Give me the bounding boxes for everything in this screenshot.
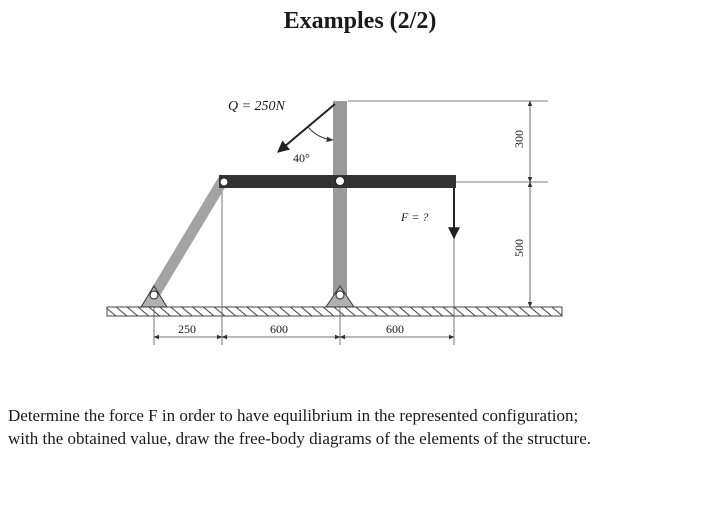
inclined-strut [154,182,222,295]
vertical-column [333,101,347,299]
hinge-pin-beam-column [336,177,345,186]
force-q-label: Q = 250N [228,99,285,114]
hinge-pin-beam-left [220,178,228,186]
angle-arc [308,127,333,140]
pin-support-column [326,286,354,307]
dimension-500: 500 [512,239,526,257]
dimension-250: 250 [178,322,196,336]
dimension-600-right: 600 [386,322,404,336]
dimension-300: 300 [512,130,526,148]
ground [107,307,562,316]
dimension-600-left: 600 [270,322,288,336]
task-description [8,404,712,450]
task-line-1: Determine the force F in order to have equilibrium in the represented configuration; [8,406,579,425]
task-line-2: with the obtained value, draw the free-body diagrams of the elements of the structure. [8,429,591,448]
slide-title: Examples (2/2) [283,8,437,34]
force-q-arrow [278,104,335,152]
angle-label: 40° [293,151,310,165]
force-f-label: F = ? [401,210,429,224]
